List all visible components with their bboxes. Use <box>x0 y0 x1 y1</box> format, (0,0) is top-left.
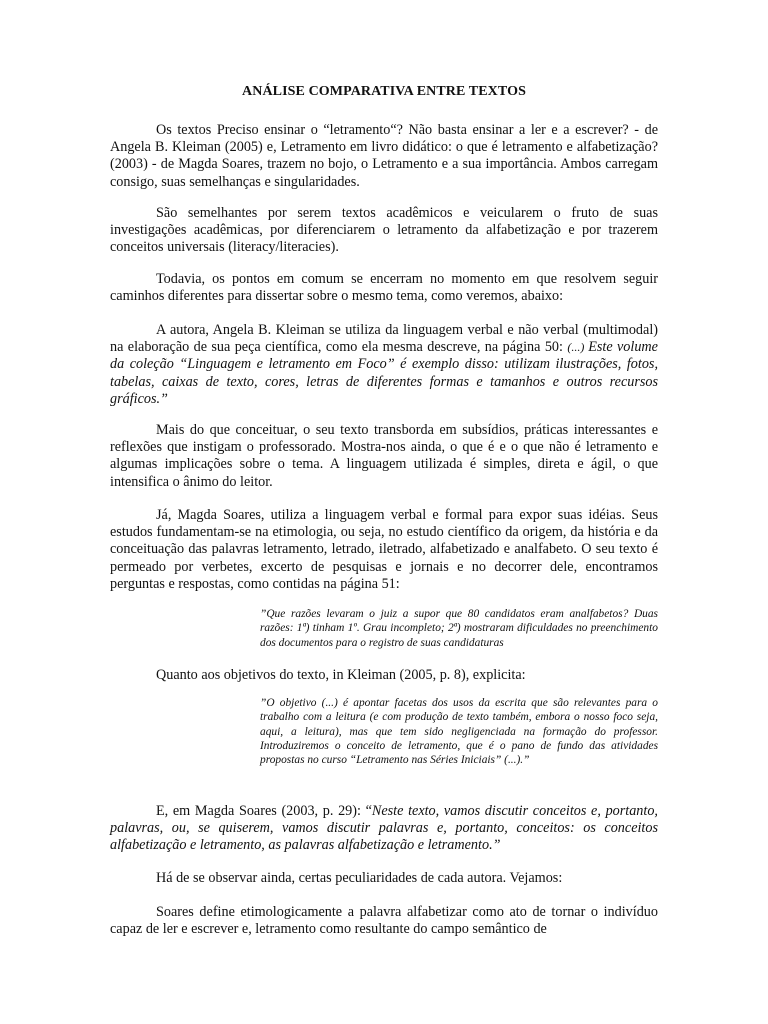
paragraph-objectives-text: Quanto aos objetivos do texto, in Kleiman (2005, p. 8), explicita: <box>156 667 526 683</box>
paragraph-kleiman-analysis <box>110 422 658 491</box>
document-title: ANÁLISE COMPARATIVA ENTRE TEXTOS <box>242 84 526 99</box>
paragraph-intro <box>110 122 658 191</box>
paragraph-peculiarities-text: Há de se observar ainda, certas peculiaridades de cada autora. Vejamos: <box>156 870 563 886</box>
paragraph-soares-quote <box>110 803 658 855</box>
kleiman-quote: Este volume da coleção “Linguagem e letramento em Foco” é exemplo disso: utilizam ilustrações, fotos, tabelas, caixas de texto, cores, letras de diferentes formas e tamanhos e outros recursos gráficos.” <box>110 339 658 407</box>
paragraph-differences-text: Todavia, os pontos em comum se encerram no momento em que resolvem seguir caminhos diferentes para dissertar sobre o mesmo tema, como veremos, abaixo: <box>110 271 658 305</box>
paragraph-differences <box>110 271 658 305</box>
kleiman-ellipsis: (...) <box>567 340 589 355</box>
paragraph-similarities <box>110 205 658 257</box>
block-quote-soares: ”Que razões levaram o juiz a supor que 80 candidatos eram analfabetos? Duas razões: 1ª) tinham 1º. Grau incompleto; 2ª) mostraram dificuldades no preenchimento dos documentos para o registro de suas candidaturas <box>260 608 658 649</box>
paragraph-intro-text: Os textos Preciso ensinar o “letramento“? Não basta ensinar a ler e a escrever? - de Angela B. Kleiman (2005) e, Letramento em livro didático: o que é letramento e alfabetização? (2003) - de Magda Soares, trazem no bojo, o Letramento e a sua importância. Ambos carregam consigo, suas semelhanças e singularidades. <box>110 122 658 190</box>
paragraph-kleiman <box>110 322 658 408</box>
soares-quote: Neste texto, vamos discutir conceitos e, portanto, palavras, ou, se quiserem, vamos discutir palavras e, portanto, conceitos: os conceitos alfabetização e letramento, as palavras alfabetização e letramento.” <box>110 803 658 854</box>
block-quote-kleiman: ”O objetivo (...) é apontar facetas dos usos da escrita que são relevantes para o trabalho com a leitura (e com produção de texto também, embora o nosso foco seja, aqui, a leitura), mas que tem sido negligenciada na formação do professor. Introduziremos o conceito de letramento, que é o pano de fundo das atividades propostas no curso “Letramento nas Séries Iniciais” (...).” <box>260 697 658 767</box>
paragraph-soares-quote-text: E, em Magda Soares (2003, p. 29): “ <box>156 803 372 819</box>
paragraph-soares-text: Já, Magda Soares, utiliza a linguagem verbal e formal para expor suas idéias. Seus estudos fundamentam-se na etimologia, ou seja, no estudo científico da origem, da história e da conceituação das palavras letramento, letrado, iletrado, alfabetizado e analfabeto. O seu texto é permeado por verbetes, excerto de pesquisas e jornais e no decorrer dele, encontramos perguntas e respostas, como contidas na página 51: <box>110 507 658 592</box>
paragraph-kleiman-analysis-text: Mais do que conceituar, o seu texto transborda em subsídios, práticas interessantes e reflexões que instigam o professorado. Mostra-nos ainda, o que é e o que não é letramento e algumas implicações sobre o tema. A linguagem utilizada é simples, direta e ágil, o que intensifica o ânimo do leitor. <box>110 422 658 490</box>
paragraph-objectives <box>110 667 658 684</box>
paragraph-kleiman-text: A autora, Angela B. Kleiman se utiliza da linguagem verbal e não verbal (multimodal) na elaboração de sua peça científica, como ela mesma descreve, na página 50: <box>110 322 658 356</box>
paragraph-peculiarities <box>110 870 658 887</box>
paragraph-etymology-text: Soares define etimologicamente a palavra alfabetizar como ato de tornar o indivíduo capaz de ler e escrever e, letramento como resultante do campo semântico de <box>110 904 658 938</box>
paragraph-similarities-text: São semelhantes por serem textos acadêmicos e veicularem o fruto de suas investigações acadêmicas, por diferenciarem o letramento da alfabetização e por trazerem conceitos universais (literacy/literacies). <box>110 205 658 256</box>
paragraph-soares <box>110 507 658 593</box>
paragraph-etymology <box>110 904 658 938</box>
